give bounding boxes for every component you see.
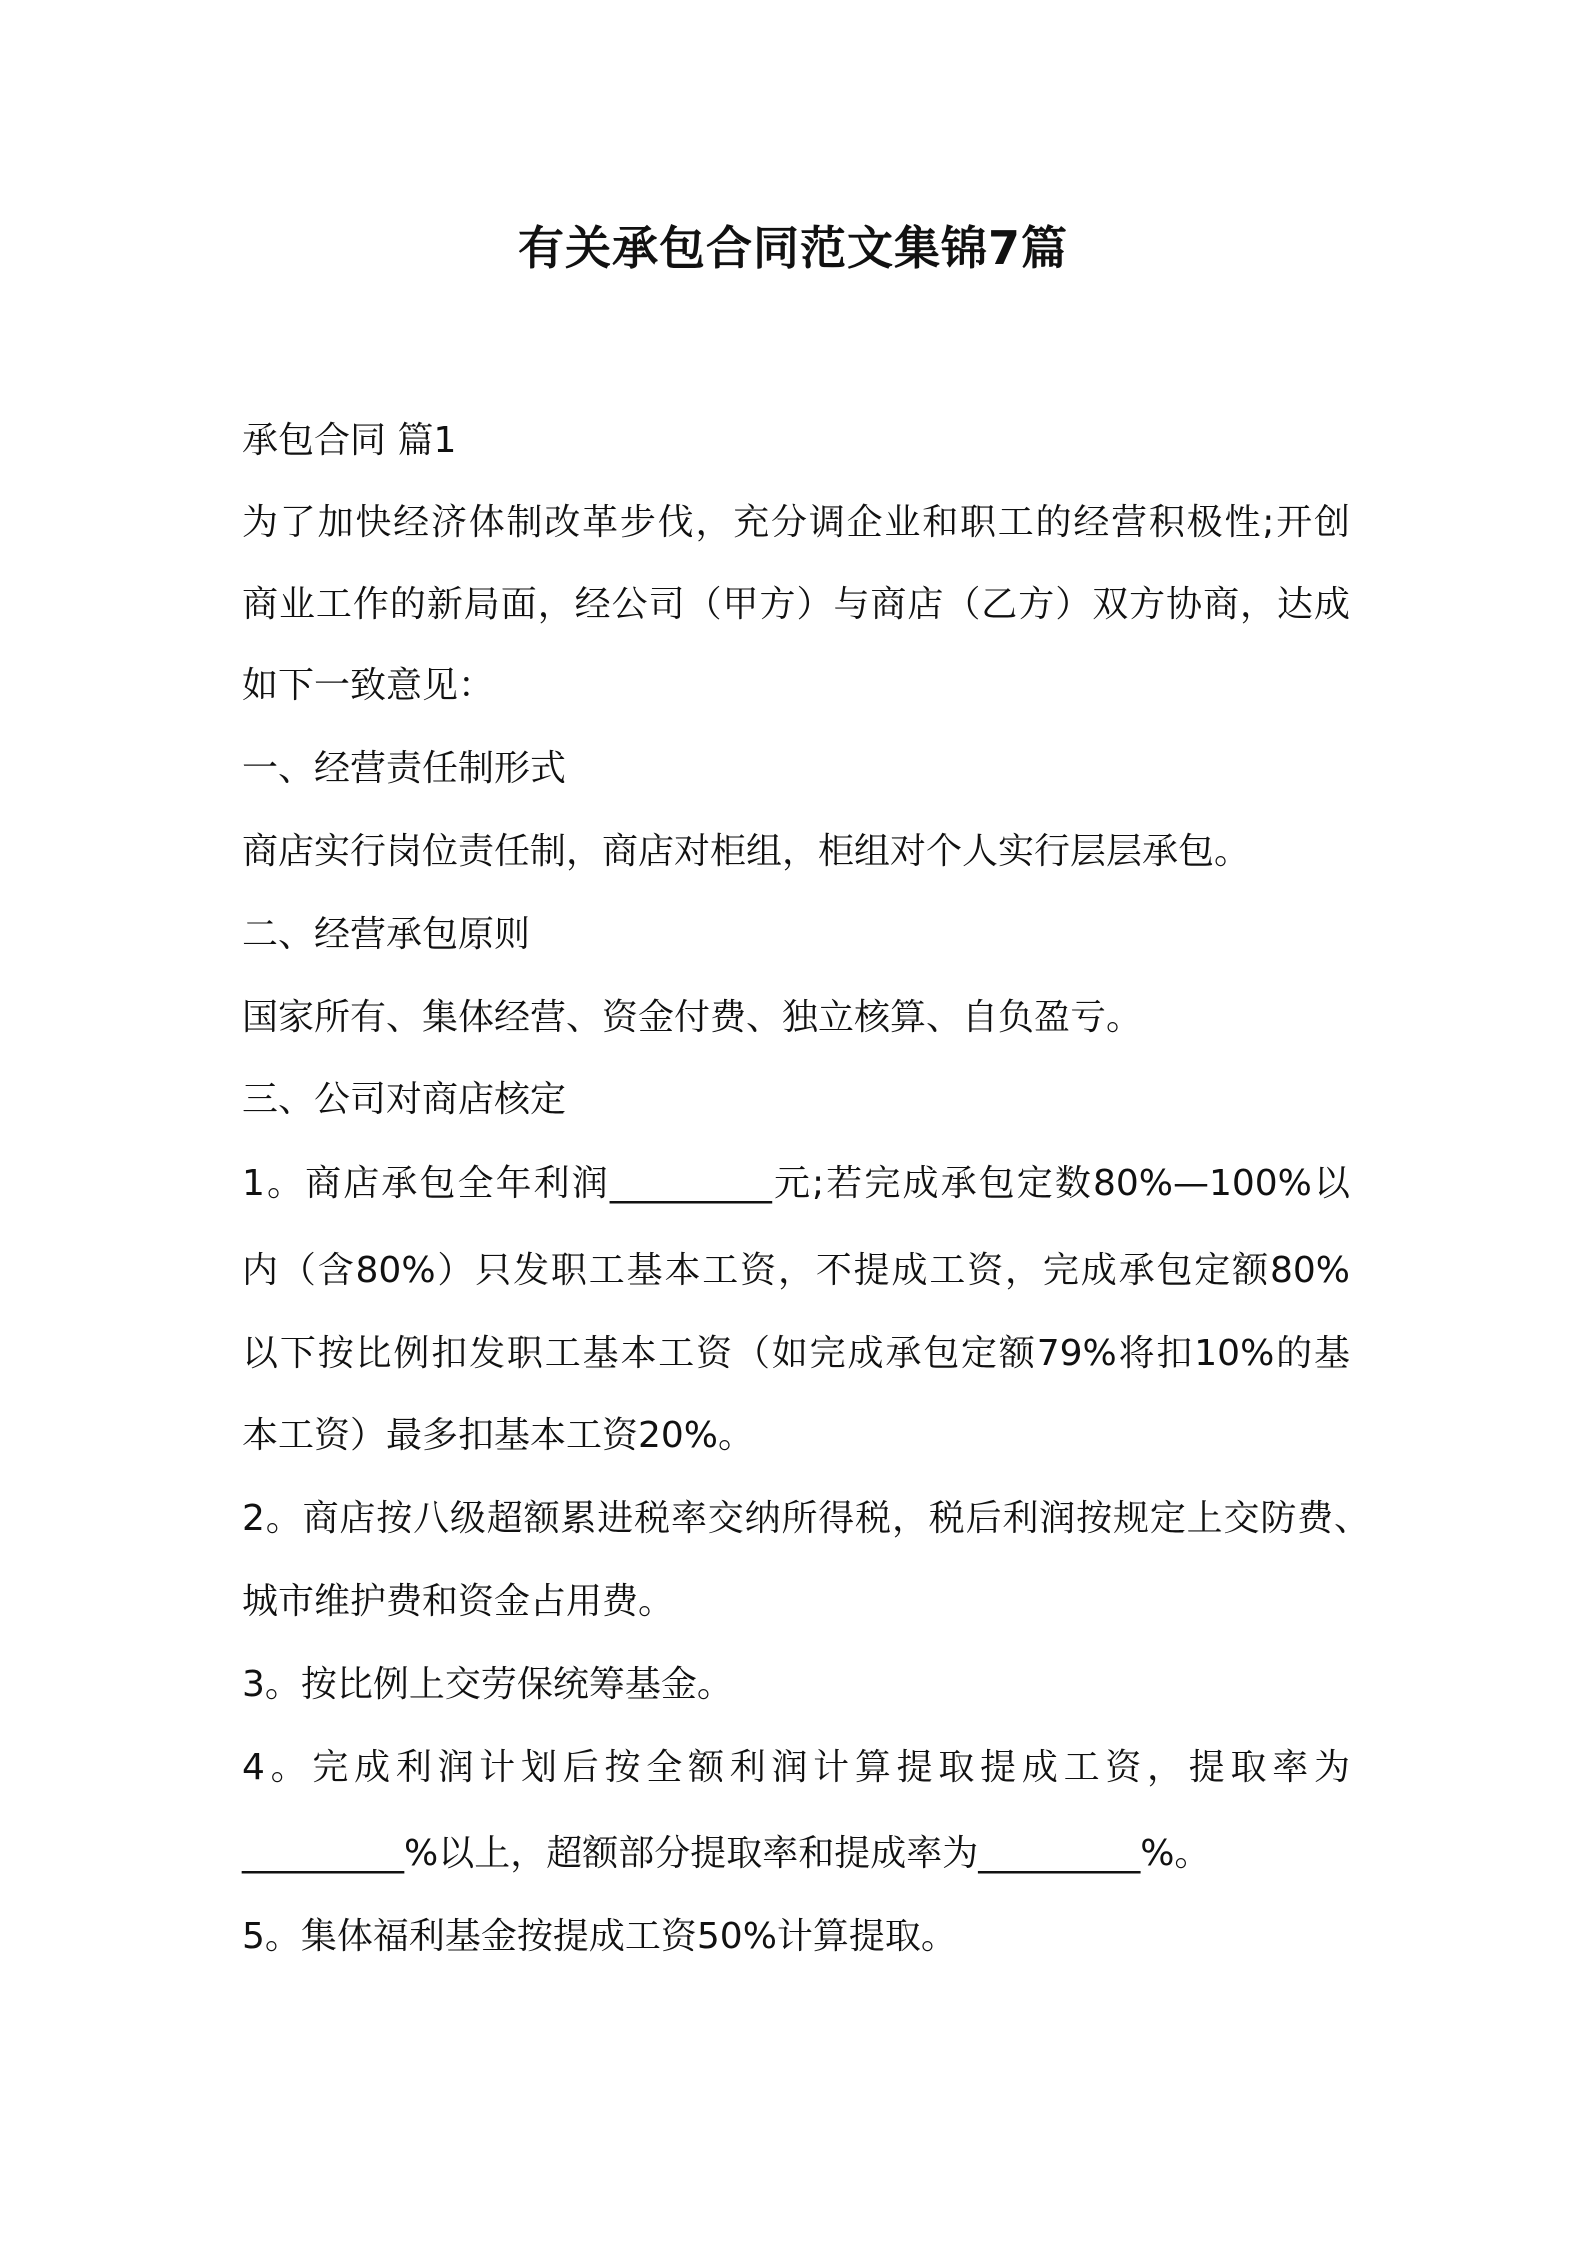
clause-heading: 三、公司对商店核定 (242, 1079, 567, 1120)
paragraph-line: 国家所有、集体经营、资金付费、独立核算、自负盈亏。 (242, 997, 1143, 1038)
paragraph-line: 5。集体福利基金按提成工资50%计算提取。 (242, 1916, 957, 1957)
paragraph-line: 3。按比例上交劳保统筹基金。 (242, 1664, 733, 1705)
paragraph-line: 2。商店按八级超额累进税率交纳所得税，税后利润按规定上交防费、 (242, 1498, 1370, 1539)
document-title: 有关承包合同范文集锦7篇 (517, 221, 1068, 275)
clause-heading: 一、经营责任制形式 (242, 748, 567, 789)
paragraph-line: 本工资）最多扣基本工资20%。 (242, 1415, 755, 1456)
paragraph-line: 4。完成利润计划后按全额利润计算提取提成工资，提取率为 (242, 1747, 1350, 1788)
clause-heading: 二、经营承包原则 (242, 914, 531, 955)
paragraph-line: 商业工作的新局面，经公司（甲方）与商店（乙方）双方协商，达成 (242, 584, 1350, 625)
paragraph-line: 商店实行岗位责任制，商店对柜组，柜组对个人实行层层承包。 (242, 831, 1251, 872)
paragraph-line: 1。商店承包全年利润_________元;若完成承包定数80%—100%以 (242, 1163, 1350, 1204)
paragraph-line: 以下按比例扣发职工基本工资（如完成承包定额79%将扣10%的基 (242, 1333, 1350, 1374)
paragraph-line: 为了加快经济体制改革步伐，充分调企业和职工的经营积极性;开创 (242, 502, 1350, 543)
section-heading: 承包合同 篇1 (242, 420, 457, 461)
paragraph-line: _________%以上，超额部分提取率和提成率为_________%。 (242, 1833, 1211, 1874)
paragraph-line: 内（含80%）只发职工基本工资，不提成工资，完成承包定额80% (242, 1250, 1350, 1291)
paragraph-line: 如下一致意见： (242, 665, 495, 706)
paragraph-line: 城市维护费和资金占用费。 (242, 1581, 675, 1622)
